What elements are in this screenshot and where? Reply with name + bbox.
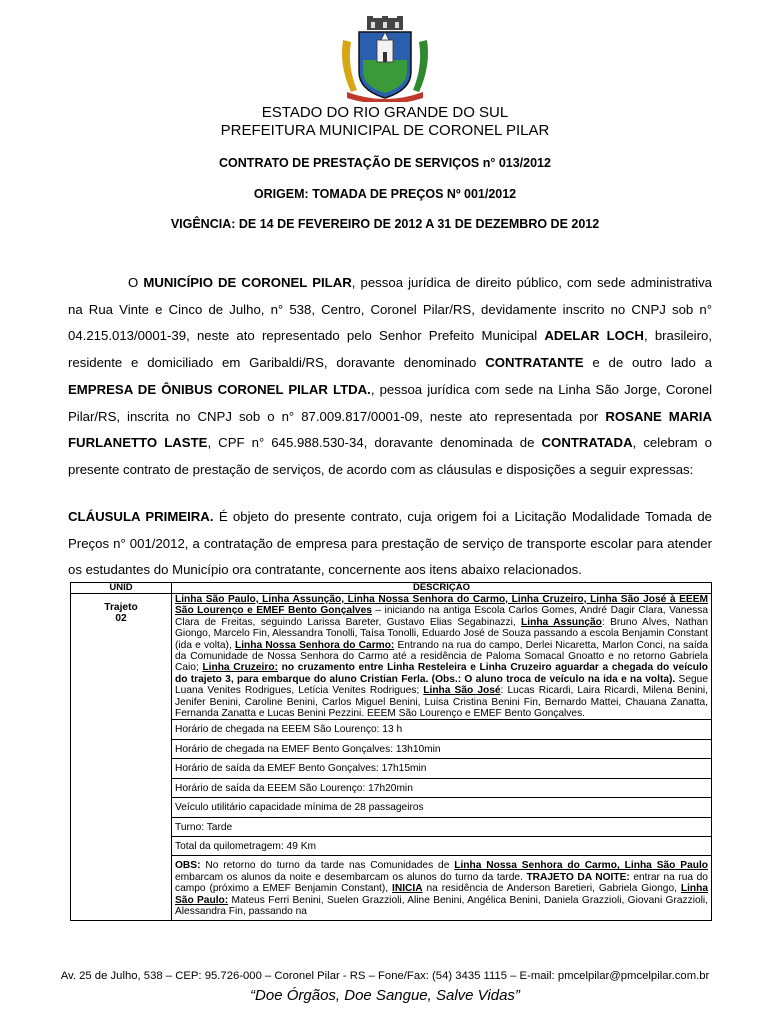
footer-address: Av. 25 de Julho, 538 – CEP: 95.726-000 – Coronel Pilar - RS – Fone/Fax: (54) 3435 1115 – E-mail: pmcelpilar@pmcelpilar.com.br xyxy=(60,970,710,982)
table-row: Horário de chegada na EMEF Bento Gonçalves: 13h10min xyxy=(71,739,712,758)
table-row: Veículo utilitário capacidade mínima de 28 passageiros xyxy=(71,798,712,817)
clause-label: CLÁUSULA PRIMEIRA. xyxy=(68,509,214,524)
contract-title: CONTRATO DE PRESTAÇÃO DE SERVIÇOS n° 013/2012 xyxy=(219,156,551,170)
prefecture-name: PREFEITURA MUNICIPAL DE CORONEL PILAR xyxy=(220,122,550,139)
footer-motto: “Doe Órgãos, Doe Sangue, Salve Vidas” xyxy=(250,987,520,1004)
col-desc: DESCRIÇÃO xyxy=(172,583,712,594)
table-row xyxy=(71,594,712,720)
intro-paragraph: O MUNICÍPIO DE CORONEL PILAR, pessoa jurídica de direito público, com sede administrativa na Rua Vinte e Cinco de Julho, n° 538, Centro, Coronel Pilar/RS, devidamente inscrito no CNPJ sob n° 04.215.013/0001-39, neste ato representado pelo Senhor Prefeito Municipal ADELAR LOCH, brasileiro, residente e domiciliado em Garibaldi/RS, doravante denominado CONTRATANTE e de outro lado a EMPRESA DE ÔNIBUS CORONEL PILAR LTDA., pessoa jurídica com sede na Linha São Jorge, Coronel Pilar/RS, inscrita no CNPJ sob o n° 87.009.817/0001-09, neste ato representada por ROSANE MARIA FURLANETTO LASTE, CPF n° 645.988.530-34, doravante denominada de CONTRATADA, celebram o presente contrato de prestação de serviços, de acordo com as cláusulas e disposições a seguir expressas: xyxy=(68,275,712,477)
unit-cell: Trajeto 02 xyxy=(71,594,172,921)
col-unid: UNID xyxy=(71,583,172,594)
obs-cell: OBS: No retorno do turno da tarde nas Comunidades de Linha Nossa Senhora do Carmo, Linha São Paulo embarcam os alunos da noite e desembarcam os alunos do turno da tarde. TRAJETO DA NOITE: entrar na rua do campo (próximo a EMEF Benjamin Constant), INICIA na residência de Anderson Baretieri, Gabriela Giongo, Linha São Paulo: Mateus Ferri Benini, Suelen Grazzioli, Aline Benini, Angélica Benini, Daniela Grazzioli, Giovani Grazzioli, Alessandra Fin, passando na xyxy=(172,856,712,921)
table-row: Horário de saída da EMEF Bento Gonçalves: 17h15min xyxy=(71,759,712,778)
municipal-coat-of-arms xyxy=(337,16,433,102)
state-name: ESTADO DO RIO GRANDE DO SUL xyxy=(261,104,509,121)
route-table xyxy=(70,582,712,921)
table-row: Turno: Tarde xyxy=(71,817,712,836)
clause-first: CLÁUSULA PRIMEIRA. É objeto do presente contrato, cuja origem foi a Licitação Modalidade Tomada de Preços n° 001/2012, a contratação de empresa para prestação de serviço de transporte escolar para atender os estudantes do Município ora contratante, concernente aos itens abaixo relacionados. xyxy=(68,509,712,578)
route-description: Linha São Paulo, Linha Assunção, Linha Nossa Senhora do Carmo, Linha Cruzeiro, Linha São José à EEEM São Lourenço e EMEF Bento Gonçalves – iniciando na antiga Escola Carlos Gomes, André Dagir Clara, Vanessa Clara de Freitas, seguindo Larissa Bareter, Gustavo Elias Segabinazzi, Linha Assunção: Bruno Alves, Nathan Giongo, Marcelo Fin, Alessandra Tonolli, Taísa Tonolli, Eduardo José de Souza passando a escola Benjamin Constant (ida e volta), Linha Nossa Senhora do Carmo: Entrando na rua do campo, Derlei Nicaretta, Marlon Conci, na saída da Comunidade de Nossa Senhora do Carmo até a residência de Paloma Somacal Gnoatto e no retorno Gabriela Caio; Linha Cruzeiro: no cruzamento entre Linha Resteleira e Linha Cruzeiro aguardar a chegada do veículo do trajeto 3, para embarque do aluno Cristian Ferla. (Obs.: O aluno troca de veículo na ida e na volta). Segue Luana Venites Rodrigues, Letícia Venites Rodrigues; Linha São José: Lucas Ricardi, Laira Ricardi, Milena Benini, Jenifer Benini, Caroline Benini, Carlos Miguel Benini, Luisa Cristina Benini Fin, Bernardo Mattei, Chauana Zanatta, Fernanda Zanatta e Lucas Benini Pezzini. EEEM São Lourenço e EMEF Bento Gonçalves. xyxy=(172,594,712,720)
contract-validity: VIGÊNCIA: DE 14 DE FEVEREIRO DE 2012 A 31 DE DEZEMBRO DE 2012 xyxy=(170,217,600,231)
contract-origin: ORIGEM: TOMADA DE PREÇOS Nº 001/2012 xyxy=(253,187,517,201)
table-row: Total da quilometragem: 49 Km xyxy=(71,836,712,855)
table-row: Horário de saída da EEEM São Lourenço: 17h20min xyxy=(71,778,712,797)
table-row: Horário de chegada na EEEM São Lourenço: 13 h xyxy=(71,720,712,739)
